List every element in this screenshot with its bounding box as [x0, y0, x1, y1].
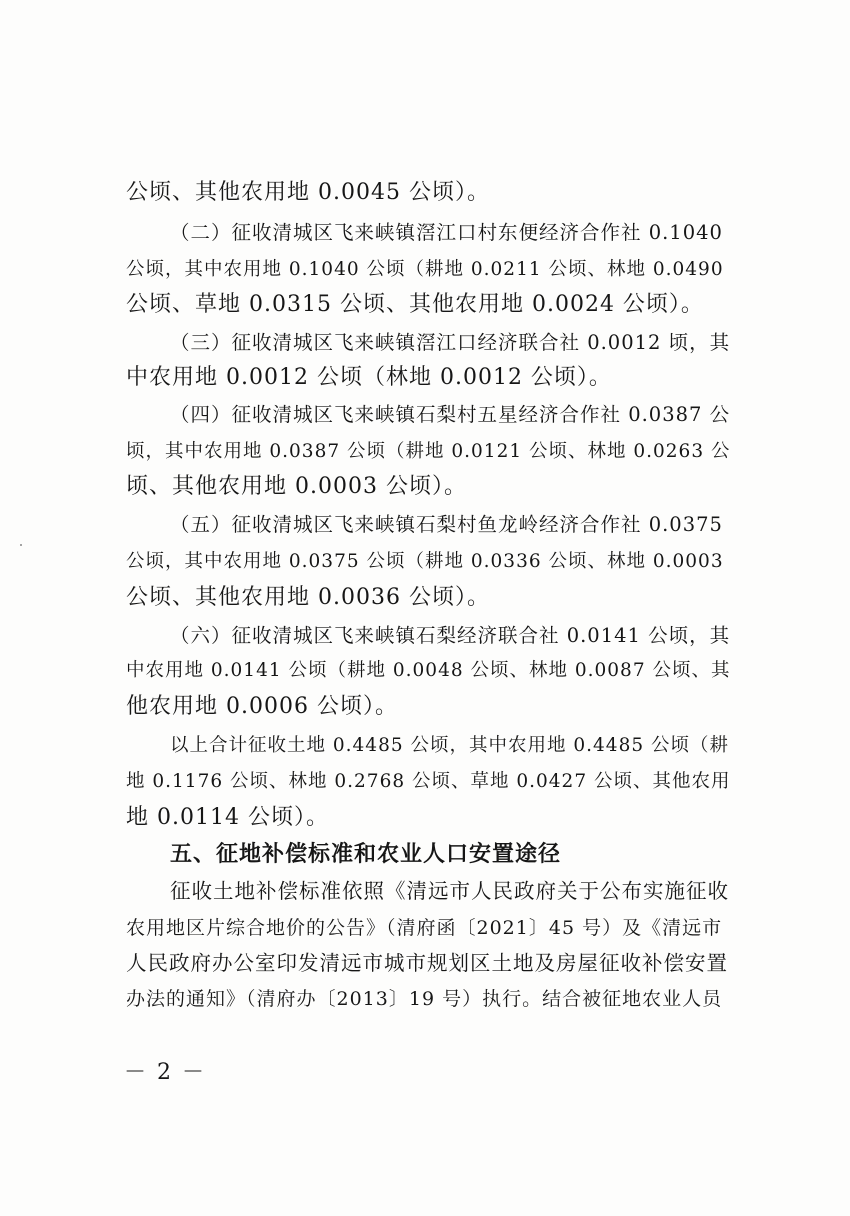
scan-speck — [20, 544, 22, 546]
text-line: 公顷，其中农用地 0.1040 公顷（耕地 0.0211 公顷、林地 0.0490 — [126, 259, 724, 280]
text-line: （三）征收清城区飞来峡镇滘江口经济联合社 0.0012 顷，其 — [170, 331, 731, 354]
text-line: 顷，其中农用地 0.0387 公顷（耕地 0.0121 公顷、林地 0.0263 公 — [126, 441, 731, 462]
text-line: （五）征收清城区飞来峡镇石梨村鱼龙岭经济合作社 0.0375 — [170, 513, 723, 536]
text-line: 办法的通知》（清府办〔2013〕19 号）执行。结合被征地农业人员 — [126, 988, 723, 1010]
text-line: （六）征收清城区飞来峡镇石梨经济联合社 0.0141 公顷，其 — [170, 624, 731, 647]
text-line: 公顷、其他农用地 0.0036 公顷）。 — [126, 585, 490, 610]
text-line: 征收土地补偿标准依照《清远市人民政府关于公布实施征收 — [170, 879, 729, 903]
text-line: 公顷，其中农用地 0.0375 公顷（耕地 0.0336 公顷、林地 0.0003 — [126, 551, 724, 572]
text-line: 公顷、草地 0.0315 公顷、其他农用地 0.0024 公顷）。 — [126, 292, 704, 317]
section-heading: 五、征地补偿标准和农业人口安置途径 — [170, 842, 562, 867]
text-line: 顷、其他农用地 0.0003 公顷）。 — [126, 474, 467, 499]
text-line: 以上合计征收土地 0.4485 公顷，其中农用地 0.4485 公顷（耕 — [170, 735, 729, 756]
text-line: 他农用地 0.0006 公顷）。 — [126, 694, 398, 719]
text-line: 地 0.1176 公顷、林地 0.2768 公顷、草地 0.0427 公顷、其他农用 — [126, 771, 731, 792]
page-number: － 2 － — [124, 1060, 206, 1085]
text-line: 农用地区片综合地价的公告》（清府函〔2021〕45 号）及《清远市 — [126, 917, 723, 939]
text-line: 中农用地 0.0012 公顷（林地 0.0012 公顷）。 — [126, 365, 612, 390]
text-line: （四）征收清城区飞来峡镇石梨村五星经济合作社 0.0387 公 — [170, 403, 731, 426]
text-line: （二）征收清城区飞来峡镇滘江口村东便经济合作社 0.1040 — [170, 221, 723, 244]
text-line: 中农用地 0.0141 公顷（耕地 0.0048 公顷、林地 0.0087 公顷、其 — [126, 660, 731, 681]
text-line: 人民政府办公室印发清远市城市规划区土地及房屋征收补偿安置 — [126, 951, 728, 975]
text-line: 公顷、其他农用地 0.0045 公顷）。 — [126, 180, 490, 205]
text-line: 地 0.0114 公顷）。 — [126, 805, 329, 830]
